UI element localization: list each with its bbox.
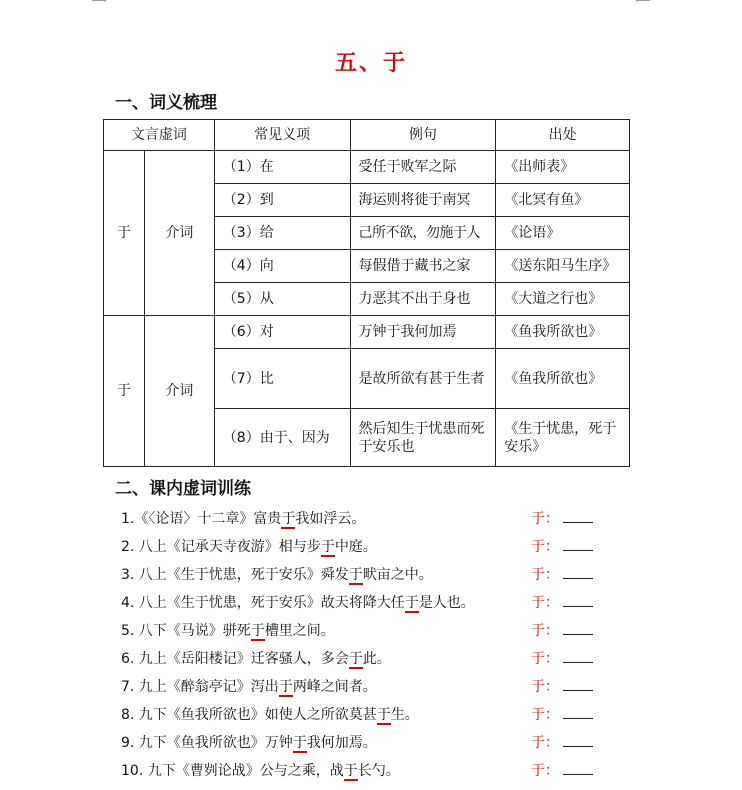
example-cell: 是故所欲有甚于生者: [350, 349, 496, 409]
answer-blank[interactable]: [563, 676, 593, 691]
highlighted-char: 于: [281, 511, 296, 527]
exercise-item: [121, 760, 621, 788]
meaning-cell: （7）比: [214, 349, 350, 409]
example-cell: 每假借于藏书之家: [350, 250, 496, 283]
exercise-text: 2. 八上《记承天寺夜游》相与步于中庭。: [121, 539, 377, 555]
example-cell: 力恶其不出于身也: [350, 283, 496, 316]
answer-blank[interactable]: [563, 592, 593, 607]
word-cell: 于: [104, 151, 145, 316]
source-cell: 《送东阳马生序》: [496, 250, 630, 283]
exercise-text: 3. 八上《生于忧患，死于安乐》舜发于畎亩之中。: [121, 567, 433, 583]
source-cell: 《鱼我所欲也》: [496, 349, 630, 409]
highlighted-char: 于: [404, 595, 419, 611]
answer-blank[interactable]: [563, 564, 593, 579]
meaning-cell: （1）在: [214, 151, 350, 184]
page-title: 五、于: [334, 51, 407, 76]
exercise-item: [121, 620, 621, 648]
table-header-row: [104, 120, 630, 151]
answer-blank[interactable]: [563, 536, 593, 551]
exercise-list: [121, 508, 621, 788]
source-cell: 《大道之行也》: [496, 283, 630, 316]
meaning-cell: （8）由于、因为: [214, 409, 350, 467]
page-corner-mark-left: [92, 0, 106, 3]
source-cell: 《论语》: [496, 217, 630, 250]
exercise-item: [121, 704, 621, 732]
meaning-cell: （5）从: [214, 283, 350, 316]
word-cell: 于: [104, 316, 145, 467]
highlighted-char: 于: [348, 651, 363, 667]
highlighted-char: 于: [343, 763, 358, 779]
exercise-text: 4. 八上《生于忧患，死于安乐》故天将降大任于是人也。: [121, 595, 475, 611]
exercise-item: [121, 732, 621, 760]
answer-blank[interactable]: [563, 704, 593, 719]
answer-slot[interactable]: 于：: [531, 620, 593, 642]
exercise-text: 1.《〈论语〉十二章》富贵于我如浮云。: [121, 511, 366, 527]
header-example: 例句: [350, 120, 496, 151]
highlighted-char: 于: [278, 679, 293, 695]
answer-blank[interactable]: [563, 508, 593, 523]
header-meaning: 常见义项: [214, 120, 350, 151]
page-corner-mark-right: [636, 0, 650, 3]
answer-blank[interactable]: [563, 648, 593, 663]
example-cell: 己所不欲，勿施于人: [350, 217, 496, 250]
exercise-item: [121, 592, 621, 620]
example-cell: 万钟于我何加焉: [350, 316, 496, 349]
section-heading-training: 二、课内虚词训练: [115, 479, 251, 499]
exercise-text: 8. 九下《鱼我所欲也》如使人之所欲莫甚于生。: [121, 707, 419, 723]
highlighted-char: 于: [320, 539, 335, 555]
vocab-table: [103, 119, 630, 467]
answer-slot[interactable]: 于：: [531, 704, 593, 726]
answer-slot[interactable]: 于：: [531, 676, 593, 698]
source-cell: 《北冥有鱼》: [496, 184, 630, 217]
example-cell: 海运则将徙于南冥: [350, 184, 496, 217]
header-word: 文言虚词: [104, 120, 215, 151]
highlighted-char: 于: [250, 623, 265, 639]
answer-slot[interactable]: 于：: [531, 760, 593, 782]
answer-slot[interactable]: 于：: [531, 732, 593, 754]
exercise-item: [121, 536, 621, 564]
answer-blank[interactable]: [563, 760, 593, 775]
exercise-text: 6. 九上《岳阳楼记》迁客骚人，多会于此。: [121, 651, 391, 667]
example-cell: 然后知生于忧患而死于安乐也: [350, 409, 496, 467]
source-cell: 《生于忧患，死于安乐》: [496, 409, 630, 467]
source-cell: 《出师表》: [496, 151, 630, 184]
section-heading-vocab: 一、词义梳理: [115, 93, 217, 113]
exercise-item: [121, 676, 621, 704]
example-cell: 受任于败军之际: [350, 151, 496, 184]
meaning-cell: （2）到: [214, 184, 350, 217]
highlighted-char: 于: [292, 735, 307, 751]
answer-slot[interactable]: 于：: [531, 508, 593, 530]
answer-blank[interactable]: [563, 732, 593, 747]
exercise-text: 5. 八下《马说》骈死于槽里之间。: [121, 623, 335, 639]
highlighted-char: 于: [376, 707, 391, 723]
meaning-cell: （3）给: [214, 217, 350, 250]
pos-cell: 介词: [144, 151, 214, 316]
answer-slot[interactable]: 于：: [531, 592, 593, 614]
pos-cell: 介词: [144, 316, 214, 467]
exercise-item: [121, 564, 621, 592]
exercise-text: 9. 九下《鱼我所欲也》万钟于我何加焉。: [121, 735, 377, 751]
exercise-text: 10. 九下《曹刿论战》公与之乘，战于长勺。: [121, 763, 400, 779]
table-row: [104, 151, 630, 184]
header-source: 出处: [496, 120, 630, 151]
meaning-cell: （6）对: [214, 316, 350, 349]
answer-slot[interactable]: 于：: [531, 648, 593, 670]
highlighted-char: 于: [348, 567, 363, 583]
meaning-cell: （4）向: [214, 250, 350, 283]
exercise-text: 7. 九上《醉翁亭记》泻出于两峰之间者。: [121, 679, 377, 695]
answer-slot[interactable]: 于：: [531, 536, 593, 558]
table-row: [104, 316, 630, 349]
exercise-item: [121, 508, 621, 536]
exercise-item: [121, 648, 621, 676]
source-cell: 《鱼我所欲也》: [496, 316, 630, 349]
answer-blank[interactable]: [563, 620, 593, 635]
answer-slot[interactable]: 于：: [531, 564, 593, 586]
